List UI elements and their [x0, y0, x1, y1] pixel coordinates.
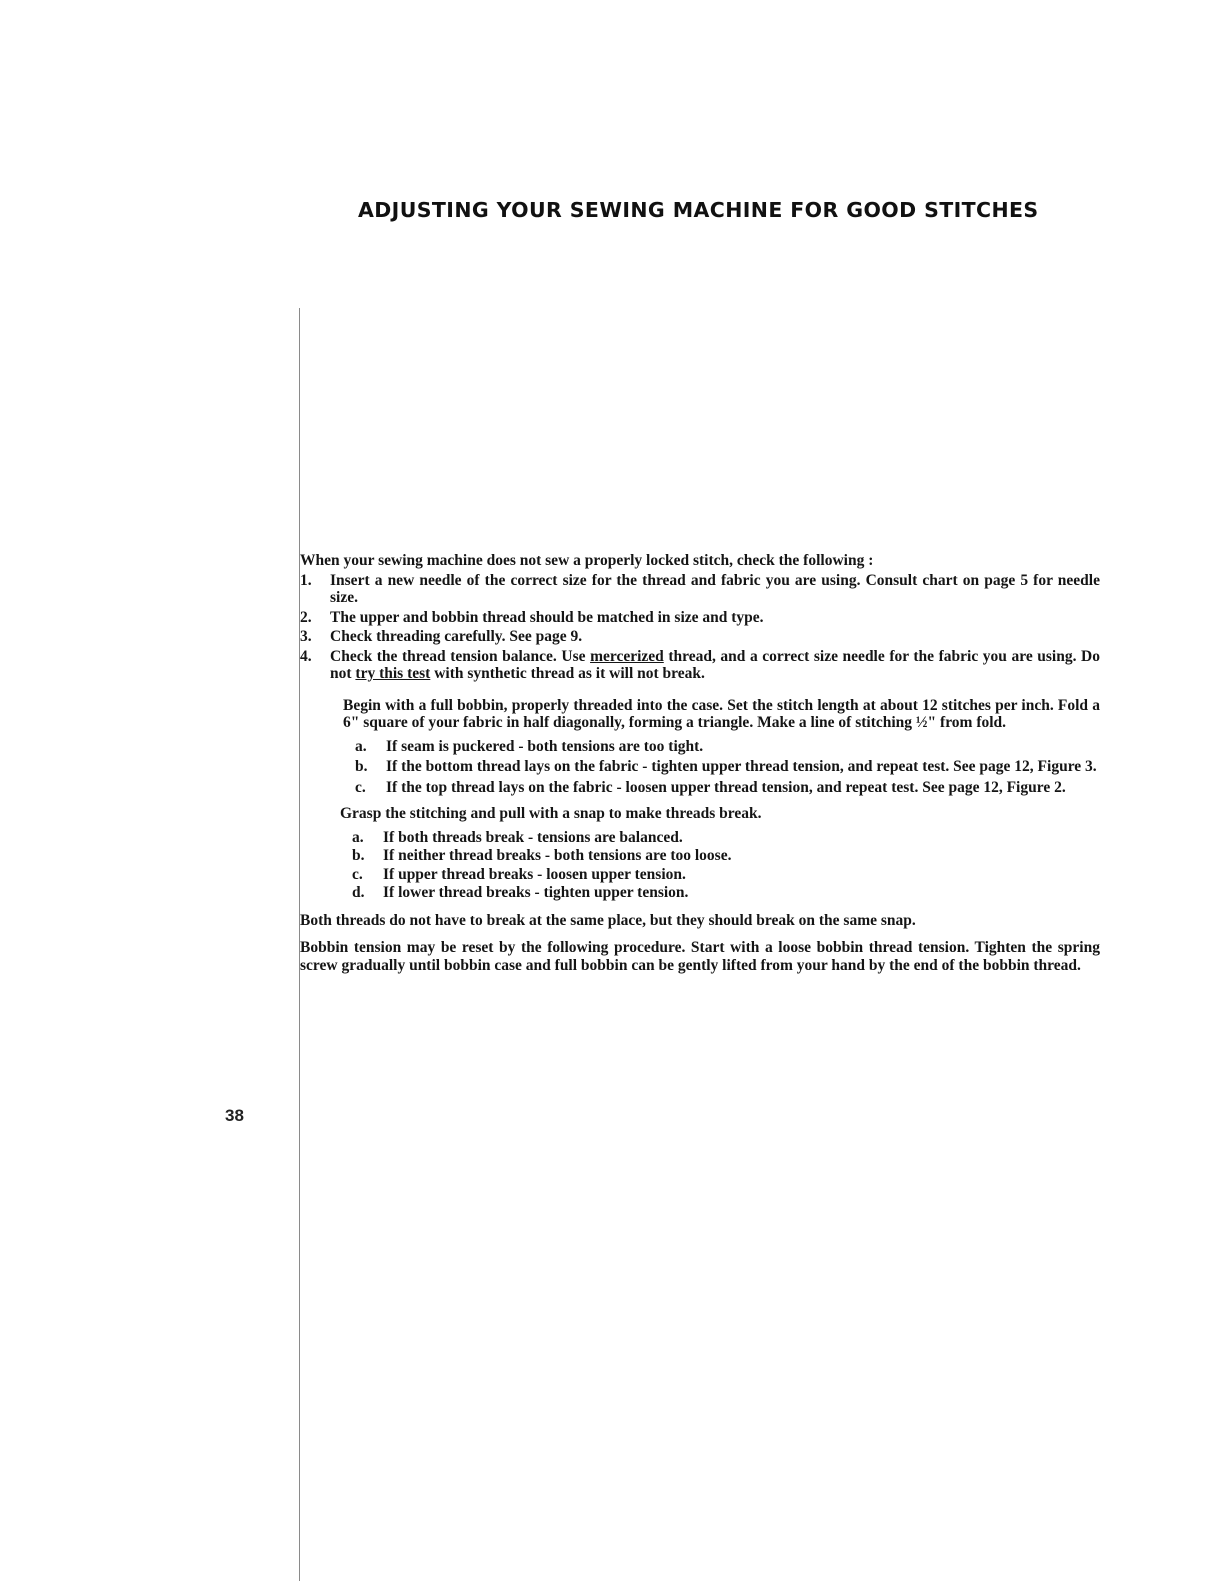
test-results-list [355, 738, 1100, 797]
item-text: If the bottom thread lays on the fabric - tighten upper thread tension, and repeat test. See page 12, Figure 3. [386, 758, 1097, 775]
checklist-item [300, 572, 1100, 607]
item-letter: d. [352, 884, 365, 901]
item-letter: a. [355, 737, 367, 755]
item-text: The upper and bobbin thread should be matched in size and type. [330, 608, 764, 626]
item-number: 4. [300, 647, 312, 665]
item-letter: c. [355, 778, 366, 796]
grasp-paragraph: Grasp the stitching and pull with a snap to make threads break. [340, 805, 762, 822]
list-item [352, 884, 1100, 902]
page-title: ADJUSTING YOUR SEWING MACHINE FOR GOOD STITCHES [358, 198, 1039, 222]
item-number: 2. [300, 608, 312, 626]
tension-test-section [343, 697, 1100, 797]
item-text: If seam is puckered - both tensions are too tight. [386, 737, 704, 755]
item-letter: c. [352, 865, 363, 883]
underlined-term-mercerized: mercerized [590, 647, 664, 665]
checklist [300, 572, 1100, 683]
item-number: 3. [300, 628, 312, 645]
test-paragraph: Begin with a full bobbin, properly threaded into the case. Set the stitch length at about 12 stitches per inch. Fold a 6" square of your fabric in half diagonally, forming a triangle. Make a line of stitching ½" from fold. [343, 696, 1100, 731]
item-text-middle: thread, and a correct size needle for the fabric you are using. Do not [330, 647, 1100, 682]
checklist-item [300, 628, 1100, 646]
list-item [352, 847, 1100, 865]
item-text: If both threads break - tensions are balanced. [383, 828, 683, 846]
snap-test-section [340, 805, 1100, 902]
list-item [352, 829, 1100, 847]
checklist-item [300, 609, 1100, 627]
list-item [355, 779, 1100, 797]
intro-paragraph: When your sewing machine does not sew a properly locked stitch, check the following : [300, 552, 874, 569]
list-item [355, 738, 1100, 756]
closing-paragraph-bobbin: Bobbin tension may be reset by the following procedure. Start with a loose bobbin thread tension. Tighten the spring screw gradually until bobbin case and full bobbin can be gently lifted from your hand by the end of the bobbin thread. [300, 939, 1100, 974]
item-text: If the top thread lays on the fabric - loosen upper thread tension, and repeat test. See page 12, Figure 2. [386, 778, 1066, 796]
item-text: Insert a new needle of the correct size for the thread and fabric you are using. Consult chart on page 5 for needle size. [330, 571, 1100, 606]
underlined-phrase: try this test [355, 665, 431, 682]
page-number: 38 [225, 1106, 244, 1125]
item-letter: b. [355, 758, 368, 775]
item-text: If lower thread breaks - tighten upper tension. [383, 884, 689, 901]
list-item [355, 758, 1100, 776]
item-text-end: with synthetic thread as it will not break. [430, 665, 705, 682]
item-text: If upper thread breaks - loosen upper tension. [383, 865, 686, 883]
item-text: If neither thread breaks - both tensions are too loose. [383, 847, 732, 864]
page-content [300, 552, 1100, 974]
item-letter: b. [352, 847, 365, 864]
break-results-list [352, 829, 1100, 902]
item-text-start: Check the thread tension balance. Use [330, 647, 591, 665]
item-letter: a. [352, 828, 364, 846]
list-item [352, 866, 1100, 884]
checklist-item [300, 648, 1100, 683]
item-number: 1. [300, 571, 312, 589]
item-text: Check threading carefully. See page 9. [330, 628, 583, 645]
closing-paragraph-snap: Both threads do not have to break at the same place, but they should break on the same snap. [300, 911, 916, 929]
